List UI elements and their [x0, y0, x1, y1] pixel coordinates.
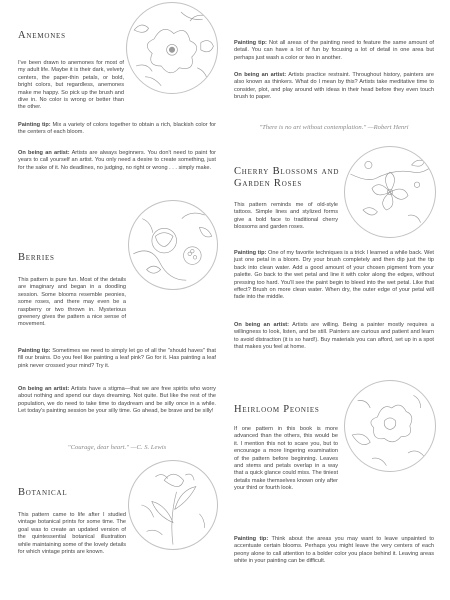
tip-label: Painting tip: — [234, 536, 269, 542]
artist-label: On being an artist: — [18, 150, 70, 156]
botanical-illustration — [128, 460, 218, 550]
heirloom-intro: If one pattern in this book is more advanced than the others, this would be it. I mention this not to scare you, but to encourage a more lingering examination of the pattern before beginning. Leaves and stems and petals overlap in a way that a quick glance could miss. The tiniest details make themselves known only after your third or fourth look. — [234, 426, 338, 492]
anemone-illustration — [126, 2, 218, 94]
botanical-intro-block — [18, 512, 126, 556]
anemones-intro-block — [18, 60, 124, 112]
tip-label: Painting tip: — [234, 250, 267, 256]
anemones-tip: Mix a variety of colors together to obtain a rich, blackish color for the centers of each bloom. — [18, 122, 216, 136]
berries-tip-block — [18, 348, 216, 370]
anemones-intro: I've been drawn to anemones for most of my adult life. Maybe it is their dark, velvety centers, the paper-thin petals, or bold, bright colors, but regardless, anemones make me happy. So pick up the brush and dive in. No color is wrong or better than the other. — [18, 60, 124, 111]
cherry-blossom-illustration — [344, 146, 436, 238]
botanical-line-art — [129, 461, 217, 549]
section-title: Anemones — [18, 30, 66, 41]
botanical-intro: This pattern came to life after I studied vintage botanical prints for some time. The goal was to create an updated version of the quintessential botanical illustration while maintaining some of the lovely details for which vintage prints are known. — [18, 512, 126, 556]
tip-label: Painting tip: — [18, 122, 51, 128]
cherry-tip-block — [234, 250, 434, 302]
peony-line-art — [345, 381, 435, 471]
berries-artist: Artists have a stigma—that we are free spirits who worry about nothing and spend our days dreaming. Not quite. But like the rest of the population, we do need to take time to daydream and be silly once in a while. Let today's painting session be your silly time. Go ahead, be brave and be silly! — [18, 386, 216, 415]
cherry-artist-block — [234, 322, 434, 352]
berries-section — [18, 252, 216, 264]
continued-tip: Not all areas of the painting need to feature the same amount of detail. You can have a lot of fun by focusing a lot of detail in one area but perhaps just wash a color or two in another. — [234, 40, 434, 61]
berries-artist-block — [18, 386, 216, 416]
berries-quote-block — [18, 444, 216, 452]
tip-label: Painting tip: — [18, 348, 51, 354]
section-title-line2: Garden Roses — [234, 178, 303, 189]
anemones-artist-block — [18, 150, 216, 172]
artist-label: On being an artist: — [18, 386, 70, 392]
anemones-tip-block — [18, 122, 216, 137]
cherry-intro: This pattern reminds me of old-style tattoos. Simple lines and stylized forms give a bold face to traditional cherry blossoms and garden roses. — [234, 202, 338, 231]
heirloom-tip-block — [234, 536, 434, 566]
section-title: Berries — [18, 252, 55, 263]
cherry-intro-block — [234, 202, 338, 232]
section-title-line1: Cherry Blossoms and — [234, 166, 340, 177]
artist-label: On being an artist: — [234, 72, 287, 78]
cherry-blossom-line-art — [345, 147, 435, 237]
artist-label: On being an artist: — [234, 322, 290, 328]
peony-illustration — [344, 380, 436, 472]
heirloom-intro-block — [234, 426, 338, 493]
cherry-section — [234, 166, 434, 190]
pull-quote: "There is no art without contemplation." —Robert Henri — [259, 124, 409, 131]
berry-illustration — [128, 200, 218, 290]
tip-label: Painting tip: — [234, 40, 267, 46]
berries-intro-block — [18, 277, 126, 329]
berry-line-art — [129, 201, 217, 289]
botanical-section — [18, 487, 216, 499]
continued-tip-block — [234, 40, 434, 62]
section-title: Heirloom Peonies — [234, 404, 320, 415]
anemones-artist: Artists are always beginners. You don't need to paint for years to call yourself an artist. You only need a desire to create something, just for the sake of it. No deadlines, no judging, no right or wrong . . . simply make. — [18, 150, 217, 171]
heirloom-tip: Think about the areas you may want to leave unpainted to accentuate certain blooms. Perhaps you might leave the very centers of each peony alone to call attention to a bolder color you place behind it. Leaving areas white in your painting can be difficult. — [234, 536, 435, 565]
continued-artist-block — [234, 72, 434, 102]
pull-quote: "Courage, dear heart." —C. S. Lewis — [67, 444, 167, 451]
cherry-artist: Artists are willing. Being a painter mostly requires a willingness to look, listen, and be still. Painters are curious and patient and learn to avoid distraction (it is so hard!). Buy materials you can afford, set up in a spot that makes you feel at home. — [234, 322, 434, 351]
berries-intro: This pattern is pure fun. Most of the details are imaginary and began in a doodling session. Some blooms resemble peonies, some roses, and there may even be a raspberry or two thrown in. Mysterious greenery gives the pattern a nice sense of movement. — [18, 277, 126, 328]
henri-quote-block — [234, 124, 434, 132]
cherry-tip: One of my favorite techniques is a trick I learned a while back. Wet just one petal in a bloom. Dry your brush completely and then dip just the tip back into clean water. Add a good amount of your chosen pigment from your palette. Go back to the wet petal and line it with color along the edges, without pressing too hard. You'll see the paint begin to bleed into the wet petal. Like that effect? Brush on more clean water. When dry, the outer edge of your petal will fade into the middle. — [234, 250, 434, 301]
continued-artist: Artists practice restraint. Throughout history, painters are also known as thinkers. What do I mean by this? Artists take meditative time to consider, plot, and play around with ideas in their head before they even touch brush to paper. — [234, 72, 434, 101]
section-title: Botanical — [18, 487, 68, 498]
anemone-line-art — [127, 3, 217, 93]
berries-tip: Sometimes we need to simply let go of all the "should haves" that fill our brains. Do you feel like painting a leaf pink? Go for it. Has painting a leaf pink never crossed your mind? Try it. — [18, 348, 216, 369]
